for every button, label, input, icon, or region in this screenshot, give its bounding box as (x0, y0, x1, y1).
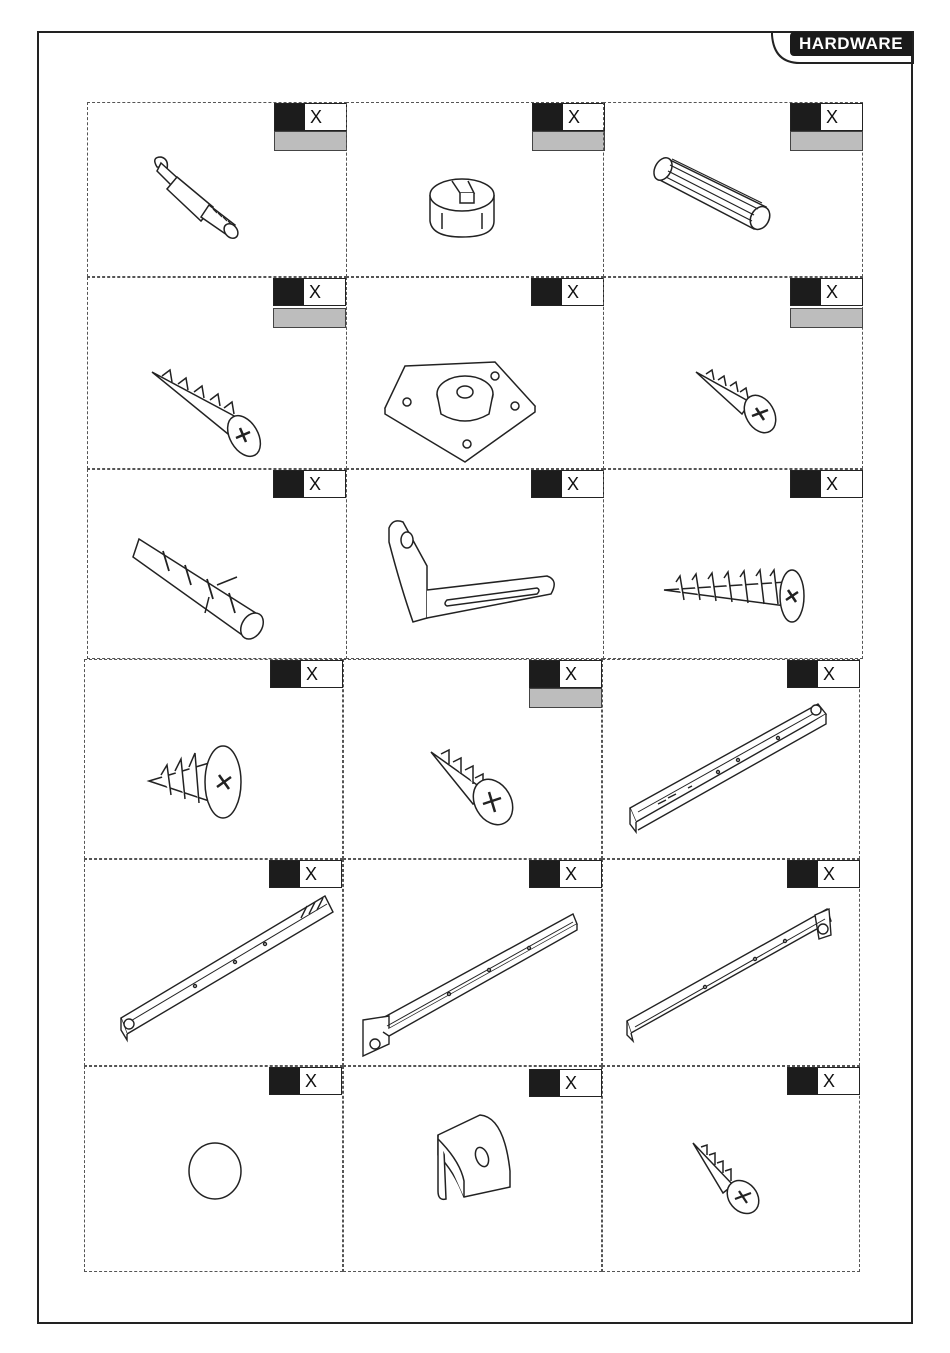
flat-head-screw-icon (148, 366, 273, 461)
quantity-mark: X (823, 1070, 836, 1091)
part-cell (87, 277, 347, 469)
quantity-mark: X (565, 663, 578, 684)
quantity-box (274, 103, 347, 131)
pan-head-screw-icon (694, 368, 784, 438)
part-cell (87, 102, 347, 277)
truss-head-screw-icon (147, 745, 247, 823)
quantity-mark: X (310, 106, 323, 127)
section-title: HARDWARE (790, 32, 912, 56)
count-fill (274, 471, 304, 497)
long-truss-head-screw-icon (662, 568, 807, 628)
drawer-runner-icon (628, 700, 833, 835)
part-cell (603, 102, 863, 277)
count-fill (530, 861, 560, 887)
part-cell (84, 859, 343, 1066)
part-cell (603, 277, 863, 469)
quantity-mark: X (826, 281, 839, 302)
count-fill (271, 661, 301, 687)
wood-dowel-icon (654, 151, 784, 231)
count-fill (788, 1068, 818, 1094)
quantity-mark: X (305, 863, 318, 884)
part-cell (602, 859, 860, 1066)
quantity-box (273, 278, 346, 306)
count-fill (532, 471, 562, 497)
drawer-runner-icon (359, 910, 581, 1060)
part-cell (87, 469, 347, 659)
part-cell (346, 102, 604, 277)
part-cell (603, 469, 863, 659)
count-fill (530, 661, 560, 687)
cover-cap-icon (185, 1141, 245, 1201)
quantity-mark: X (565, 1072, 578, 1093)
quantity-mark: X (568, 106, 581, 127)
quantity-mark: X (823, 663, 836, 684)
quantity-box (531, 278, 604, 306)
quantity-box (531, 470, 604, 498)
count-fill (270, 1068, 300, 1094)
quantity-mark: X (567, 473, 580, 494)
quantity-box (270, 660, 343, 688)
wall-anchor-icon (133, 525, 283, 640)
quantity-mark: X (826, 106, 839, 127)
quantity-box (529, 860, 602, 888)
part-cell (343, 859, 602, 1066)
drawer-runner-icon (625, 905, 835, 1050)
quantity-box (787, 860, 860, 888)
spare-bar (273, 308, 346, 328)
drawer-runner-icon (115, 892, 337, 1042)
count-fill (788, 661, 818, 687)
count-fill (532, 279, 562, 305)
count-fill (274, 279, 304, 305)
quantity-box (529, 1069, 602, 1097)
small-screw-icon (691, 1139, 766, 1219)
part-cell (602, 1066, 860, 1272)
quantity-mark: X (309, 473, 322, 494)
corner-block-icon (430, 1111, 515, 1206)
count-fill (275, 104, 305, 130)
count-fill (533, 104, 563, 130)
quantity-box (787, 660, 860, 688)
quantity-mark: X (306, 663, 319, 684)
part-cell (343, 659, 602, 859)
part-cell (346, 469, 604, 659)
quantity-mark: X (565, 863, 578, 884)
part-cell (602, 659, 860, 859)
spare-bar (790, 131, 863, 151)
count-fill (788, 861, 818, 887)
spare-bar (529, 688, 602, 708)
spare-bar (532, 131, 605, 151)
cam-bolt-icon (143, 151, 273, 241)
quantity-box (273, 470, 346, 498)
count-fill (270, 861, 300, 887)
count-fill (530, 1070, 560, 1096)
count-fill (791, 279, 821, 305)
count-fill (791, 104, 821, 130)
spare-bar (274, 131, 347, 151)
part-cell (343, 1066, 602, 1272)
quantity-box (790, 103, 863, 131)
angle-bracket-icon (387, 518, 562, 628)
count-fill (791, 471, 821, 497)
quantity-box (532, 103, 605, 131)
part-cell (84, 1066, 343, 1272)
short-flat-screw-icon (429, 748, 519, 828)
quantity-box (269, 1067, 342, 1095)
quantity-box (269, 860, 342, 888)
part-cell (84, 659, 343, 859)
quantity-mark: X (826, 473, 839, 494)
quantity-box (529, 660, 602, 688)
quantity-mark: X (305, 1070, 318, 1091)
quantity-box (790, 470, 863, 498)
quantity-box (790, 278, 863, 306)
caster-plate-icon (385, 356, 540, 461)
cam-lock-icon (422, 173, 502, 243)
quantity-mark: X (309, 281, 322, 302)
spare-bar (790, 308, 863, 328)
part-cell (346, 277, 604, 469)
quantity-box (787, 1067, 860, 1095)
quantity-mark: X (567, 281, 580, 302)
quantity-mark: X (823, 863, 836, 884)
